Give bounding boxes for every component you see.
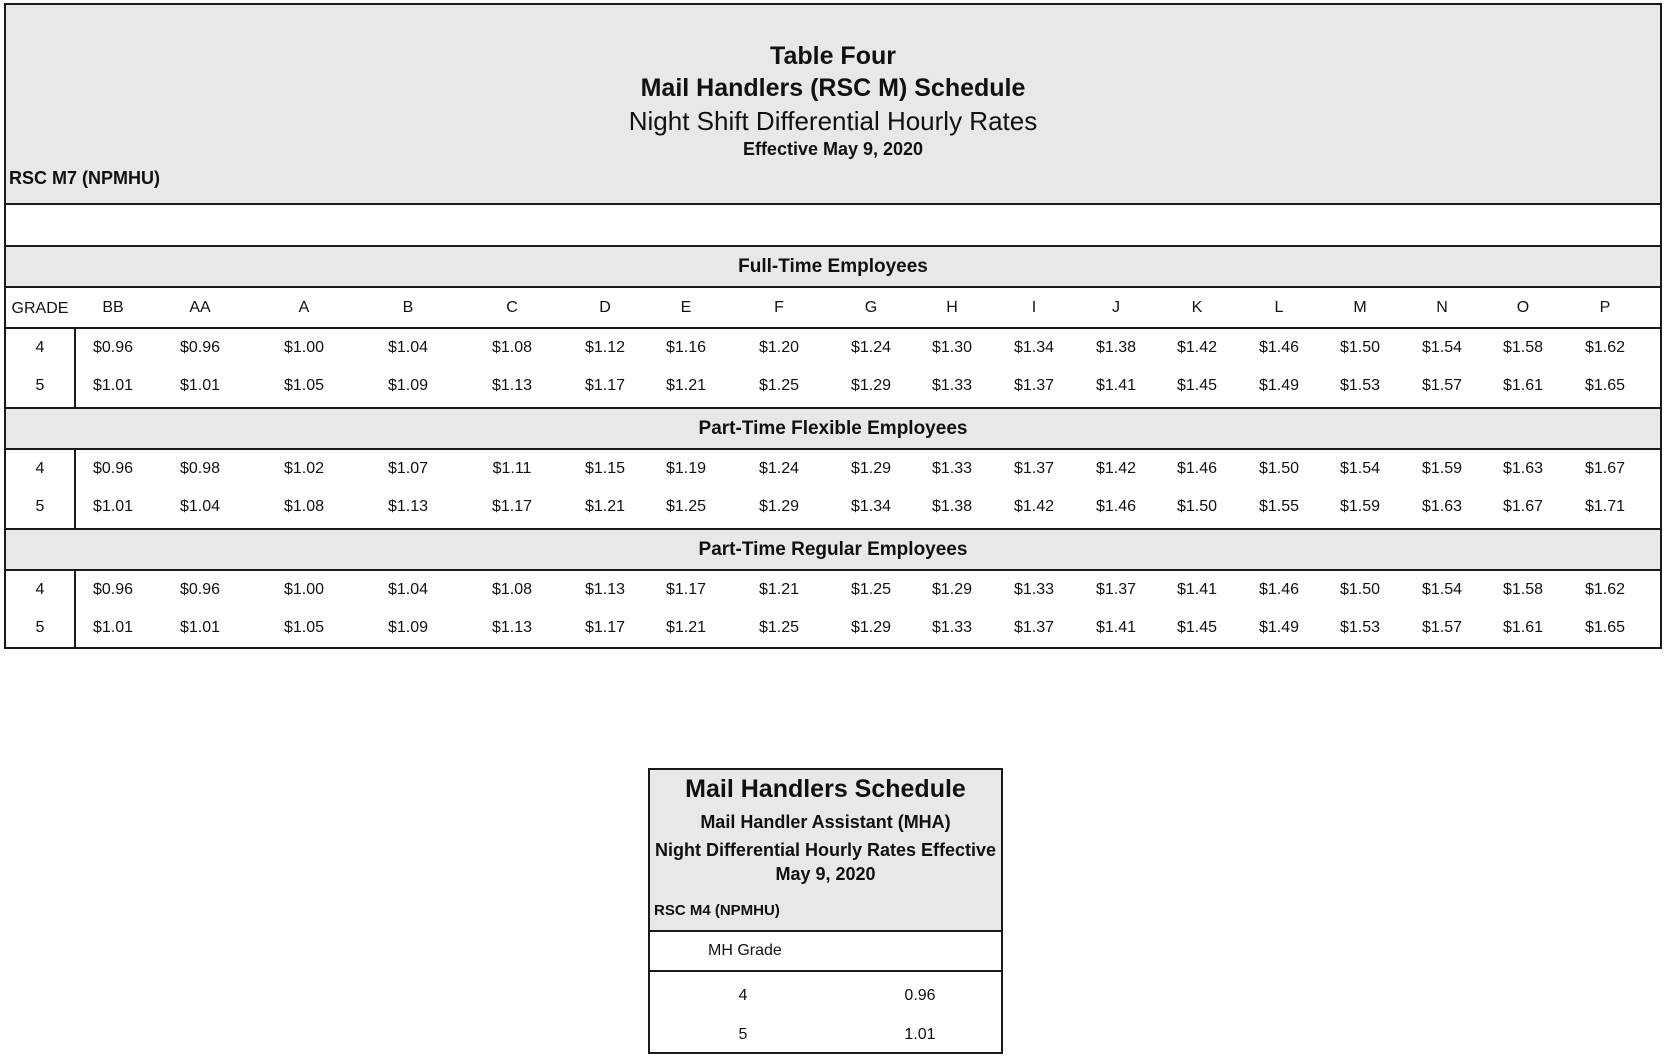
rate-cell: $1.67 <box>1584 460 1626 477</box>
rate-cell: $1.63 <box>1421 498 1463 515</box>
step-column-header: M <box>1353 299 1367 316</box>
table-title: Table Four <box>770 42 896 70</box>
rate-cell: $1.46 <box>1258 339 1300 356</box>
rate-cell: $1.34 <box>850 498 892 515</box>
rate-cell: $1.37 <box>1095 581 1137 598</box>
night-differential-table <box>4 3 1662 649</box>
section-rows <box>6 450 1660 530</box>
rate-cell: $1.65 <box>1584 619 1626 636</box>
rate-cell: $1.57 <box>1421 619 1463 636</box>
rate-cell: $1.33 <box>931 377 973 394</box>
mha-description-line1: Night Differential Hourly Rates Effective <box>654 840 997 860</box>
step-column-header: G <box>864 299 878 316</box>
mha-subtitle: Mail Handler Assistant (MHA) <box>700 812 951 832</box>
rate-cell: $1.21 <box>758 581 800 598</box>
table-subtitle: Mail Handlers (RSC M) Schedule <box>640 74 1026 102</box>
rate-cell: $1.08 <box>283 498 325 515</box>
rate-cell: $1.45 <box>1176 377 1218 394</box>
rate-cell: $1.24 <box>758 460 800 477</box>
rate-cell: $1.11 <box>492 460 532 477</box>
rate-cell: $1.54 <box>1339 460 1381 477</box>
rate-cell: $1.33 <box>931 619 973 636</box>
rate-cell: $1.57 <box>1421 377 1463 394</box>
rate-cell: $1.45 <box>1176 619 1218 636</box>
rate-cell: $1.17 <box>584 619 626 636</box>
rate-cell: $1.29 <box>850 460 892 477</box>
section-header: Part-Time Flexible Employees <box>6 409 1660 450</box>
grade-cell: 5 <box>35 619 45 636</box>
rate-cell: $1.33 <box>1013 581 1055 598</box>
rate-cell: $1.00 <box>283 339 325 356</box>
grade-cell: 4 <box>35 460 45 477</box>
rate-cell: $1.55 <box>1258 498 1300 515</box>
mha-description <box>650 838 1001 886</box>
step-column-header: E <box>680 299 692 316</box>
rate-cell: $1.34 <box>1013 339 1055 356</box>
step-column-header: P <box>1599 299 1611 316</box>
rate-cell: $1.01 <box>179 377 221 394</box>
rate-cell: $1.07 <box>387 460 429 477</box>
rate-cell: $1.50 <box>1258 460 1300 477</box>
grade-cell: 4 <box>35 581 45 598</box>
rate-cell: $1.29 <box>850 377 892 394</box>
rate-cell: $1.09 <box>387 377 429 394</box>
rate-cell: $1.53 <box>1339 377 1381 394</box>
rate-cell: $1.59 <box>1421 460 1463 477</box>
mha-title: Mail Handlers Schedule <box>685 775 966 803</box>
rate-cell: $1.01 <box>92 619 134 636</box>
rate-cell: $1.42 <box>1013 498 1055 515</box>
rate-cell: $1.21 <box>665 619 707 636</box>
rate-cell: $1.25 <box>758 377 800 394</box>
mha-rate-cell: 1.01 <box>904 1026 936 1043</box>
rate-cell: $1.21 <box>584 498 626 515</box>
rate-cell: $1.62 <box>1584 581 1626 598</box>
section-rows <box>6 571 1660 649</box>
step-column-header: F <box>774 299 784 316</box>
mha-grade-label: MH Grade <box>708 942 782 959</box>
rate-cell: $1.04 <box>387 581 429 598</box>
rate-cell: $1.29 <box>850 619 892 636</box>
grade-cell: 5 <box>35 377 45 394</box>
rate-cell: $1.08 <box>491 339 533 356</box>
mha-grade-cell: 4 <box>738 987 748 1004</box>
rate-cell: $1.42 <box>1176 339 1218 356</box>
rate-cell: $1.41 <box>1176 581 1218 598</box>
rate-cell: $1.49 <box>1258 377 1300 394</box>
rate-cell: $0.96 <box>92 581 134 598</box>
step-column-header: O <box>1516 299 1530 316</box>
rate-cell: $1.54 <box>1421 339 1463 356</box>
rate-cell: $1.67 <box>1502 498 1544 515</box>
rate-cell: $1.20 <box>758 339 800 356</box>
rate-cell: $1.50 <box>1339 581 1381 598</box>
rate-cell: $1.13 <box>387 498 429 515</box>
rate-cell: $1.19 <box>665 460 707 477</box>
rate-cell: $1.38 <box>931 498 973 515</box>
step-column-header: A <box>298 299 310 316</box>
rate-cell: $1.61 <box>1502 377 1544 394</box>
rate-cell: $1.30 <box>931 339 973 356</box>
section-rows <box>6 329 1660 409</box>
rate-cell: $1.33 <box>931 460 973 477</box>
section-header: Full-Time Employees <box>6 247 1660 288</box>
rate-cell: $1.16 <box>665 339 707 356</box>
step-column-header: H <box>946 299 958 316</box>
rate-cell: $1.25 <box>665 498 707 515</box>
column-header-row <box>6 288 1660 329</box>
rate-cell: $1.17 <box>491 498 533 515</box>
grade-cell: 5 <box>35 498 45 515</box>
rate-cell: $1.50 <box>1176 498 1218 515</box>
rate-cell: $1.02 <box>283 460 325 477</box>
rate-cell: $1.05 <box>283 377 325 394</box>
step-column-header: L <box>1274 299 1284 316</box>
rate-cell: $1.37 <box>1013 619 1055 636</box>
step-column-header: N <box>1436 299 1448 316</box>
step-column-header: J <box>1112 299 1120 316</box>
rate-cell: $1.58 <box>1502 339 1544 356</box>
rate-cell: $1.62 <box>1584 339 1626 356</box>
rate-cell: $0.96 <box>92 460 134 477</box>
rate-cell: $0.96 <box>92 339 134 356</box>
rate-cell: $1.04 <box>387 339 429 356</box>
rate-cell: $1.00 <box>283 581 325 598</box>
rate-cell: $1.41 <box>1095 377 1137 394</box>
section-header: Part-Time Regular Employees <box>6 530 1660 571</box>
rate-cell: $1.49 <box>1258 619 1300 636</box>
rate-cell: $1.37 <box>1013 460 1055 477</box>
rate-cell: $1.13 <box>584 581 626 598</box>
rate-cell: $1.59 <box>1339 498 1381 515</box>
effective-date: Effective May 9, 2020 <box>742 139 924 159</box>
rate-cell: $1.13 <box>491 619 533 636</box>
rate-cell: $1.25 <box>758 619 800 636</box>
rate-cell: $1.58 <box>1502 581 1544 598</box>
rate-cell: $1.29 <box>758 498 800 515</box>
rate-cell: $1.41 <box>1095 619 1137 636</box>
step-column-header: K <box>1191 299 1203 316</box>
rate-cell: $1.01 <box>92 377 134 394</box>
mha-rate-cell: 0.96 <box>904 987 936 1004</box>
rate-cell: $1.24 <box>850 339 892 356</box>
rate-cell: $1.46 <box>1176 460 1218 477</box>
rate-cell: $1.46 <box>1258 581 1300 598</box>
mha-grade-header <box>650 932 1001 972</box>
rate-cell: $1.63 <box>1502 460 1544 477</box>
step-column-header: AA <box>189 299 211 316</box>
step-column-header: I <box>1031 299 1037 316</box>
step-column-header: BB <box>102 299 124 316</box>
rate-cell: $1.04 <box>179 498 221 515</box>
rate-cell: $1.42 <box>1095 460 1137 477</box>
rate-cell: $1.13 <box>491 377 533 394</box>
rate-cell: $0.96 <box>179 339 221 356</box>
rate-cell: $1.09 <box>387 619 429 636</box>
rate-cell: $1.25 <box>850 581 892 598</box>
grade-cell: 4 <box>35 339 45 356</box>
rate-cell: $1.71 <box>1584 498 1626 515</box>
rate-cell: $1.17 <box>584 377 626 394</box>
rate-cell: $1.01 <box>92 498 134 515</box>
rate-cell: $1.37 <box>1013 377 1055 394</box>
rate-cell: $1.46 <box>1095 498 1137 515</box>
rate-cell: $1.15 <box>584 460 626 477</box>
table-header <box>6 5 1660 205</box>
rate-cell: $1.12 <box>584 339 626 356</box>
mha-grade-cell: 5 <box>738 1026 748 1043</box>
step-column-header: B <box>402 299 414 316</box>
mha-rsc-code: RSC M4 (NPMHU) <box>654 902 780 919</box>
grade-column-header: GRADE <box>11 300 69 317</box>
mha-table <box>648 768 1003 1054</box>
rate-cell: $1.29 <box>931 581 973 598</box>
mha-description-line2: May 9, 2020 <box>775 864 876 884</box>
step-column-header: D <box>599 299 611 316</box>
rate-cell: $1.01 <box>179 619 221 636</box>
rate-cell: $1.54 <box>1421 581 1463 598</box>
mha-header <box>650 770 1001 932</box>
rate-cell: $1.05 <box>283 619 325 636</box>
rate-cell: $0.96 <box>179 581 221 598</box>
blank-row <box>6 205 1660 247</box>
step-column-header: C <box>506 299 518 316</box>
table-description: Night Shift Differential Hourly Rates <box>628 106 1038 136</box>
rate-cell: $1.53 <box>1339 619 1381 636</box>
rate-cell: $1.65 <box>1584 377 1626 394</box>
rate-cell: $0.98 <box>179 460 221 477</box>
rate-cell: $1.21 <box>665 377 707 394</box>
rate-cell: $1.08 <box>491 581 533 598</box>
rate-cell: $1.17 <box>665 581 707 598</box>
rate-cell: $1.61 <box>1502 619 1544 636</box>
rate-cell: $1.50 <box>1339 339 1381 356</box>
rate-cell: $1.38 <box>1095 339 1137 356</box>
rsc-code: RSC M7 (NPMHU) <box>9 168 160 188</box>
